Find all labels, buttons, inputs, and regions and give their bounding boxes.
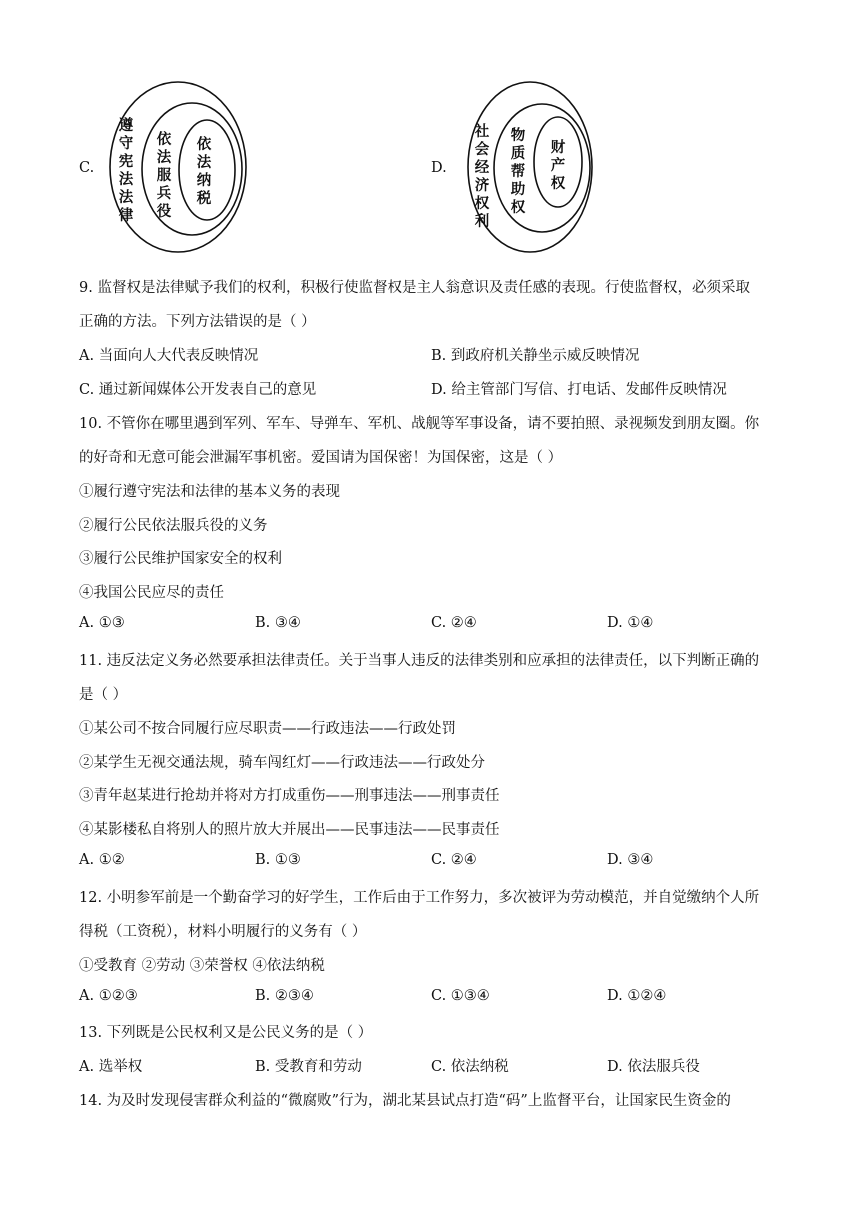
q13-options bbox=[79, 1055, 799, 1075]
q13-option-c[interactable]: C. 依法纳税 bbox=[431, 1059, 509, 1075]
q11-options bbox=[79, 852, 799, 872]
q10-option-a[interactable]: A. ①③ bbox=[79, 615, 125, 631]
q9-option-b[interactable]: B. 到政府机关静坐示威反映情况 bbox=[431, 348, 640, 364]
diagram-d-outer-text: 社会经济权利 bbox=[474, 124, 490, 230]
q10-option-b[interactable]: B. ③④ bbox=[255, 615, 301, 631]
q10-statement-4: ④我国公民应尽的责任 bbox=[79, 585, 224, 601]
q13-option-b[interactable]: B. 受教育和劳动 bbox=[255, 1059, 362, 1075]
q10-option-d[interactable]: D. ①④ bbox=[607, 615, 654, 631]
option-c-label: C. bbox=[79, 160, 95, 176]
diagram-d-middle-text: 物质帮助权 bbox=[510, 128, 526, 216]
q10-statement-2: ②履行公民依法服兵役的义务 bbox=[79, 518, 268, 534]
q13-stem-line1: 13. 下列既是公民权利又是公民义务的是（ ） bbox=[79, 1025, 373, 1041]
q10-option-c[interactable]: C. ②④ bbox=[431, 615, 477, 631]
q11-option-a[interactable]: A. ①② bbox=[79, 852, 125, 868]
q10-stem-line2: 的好奇和无意可能会泄漏军事机密。爱国请为国保密！为国保密，这是（ ） bbox=[79, 450, 563, 466]
q11-statement-4: ④某影楼私自将别人的照片放大并展出——民事违法——民事责任 bbox=[79, 822, 500, 838]
q10-stem-line1: 10. 不管你在哪里遇到军列、军车、导弹车、军机、战舰等军事设备，请不要拍照、录视频发到朋友圈。你 bbox=[79, 416, 760, 432]
q12-option-a[interactable]: A. ①②③ bbox=[79, 988, 138, 1004]
diagram-c bbox=[104, 74, 256, 260]
q11-option-d[interactable]: D. ③④ bbox=[607, 852, 654, 868]
q10-statement-3: ③履行公民维护国家安全的权利 bbox=[79, 551, 282, 567]
diagram-c-outer-text: 遵守宪法法律 bbox=[118, 118, 134, 224]
q12-option-c[interactable]: C. ①③④ bbox=[431, 988, 490, 1004]
q14-stem-line1: 14. 为及时发现侵害群众利益的“微腐败”行为，湖北某县试点打造“码”上监督平台，让国家民生资金的 bbox=[79, 1093, 731, 1109]
q9-option-a[interactable]: A. 当面向人大代表反映情况 bbox=[79, 348, 259, 364]
q11-stem-line2: 是（ ） bbox=[79, 687, 128, 703]
q11-option-b[interactable]: B. ①③ bbox=[255, 852, 301, 868]
q12-stem-line2: 得税（工资税），材料小明履行的义务有（ ） bbox=[79, 924, 367, 940]
q9-stem-line1: 9. 监督权是法律赋予我们的权利，积极行使监督权是主人翁意识及责任感的表现。行使监督权，必须采取 bbox=[79, 280, 750, 296]
diagram-c-middle-text: 依法服兵役 bbox=[156, 132, 172, 220]
diagram-d bbox=[462, 74, 604, 260]
q12-options bbox=[79, 988, 799, 1008]
q12-statements: ①受教育 ②劳动 ③荣誉权 ④依法纳税 bbox=[79, 958, 325, 974]
q9-option-d[interactable]: D. 给主管部门写信、打电话、发邮件反映情况 bbox=[431, 382, 727, 398]
q9-options-row2 bbox=[79, 378, 799, 398]
q13-option-d[interactable]: D. 依法服兵役 bbox=[607, 1059, 700, 1075]
q11-stem-line1: 11. 违反法定义务必然要承担法律责任。关于当事人违反的法律类别和应承担的法律责任，以下判断正确的 bbox=[79, 653, 760, 669]
option-d-label: D. bbox=[431, 160, 447, 176]
q13-option-a[interactable]: A. 选举权 bbox=[79, 1059, 143, 1075]
q12-stem-line1: 12. 小明参军前是一个勤奋学习的好学生，工作后由于工作努力，多次被评为劳动模范，并自觉缴纳个人所 bbox=[79, 890, 760, 906]
q9-options-row1 bbox=[79, 344, 799, 364]
q11-option-c[interactable]: C. ②④ bbox=[431, 852, 477, 868]
q11-statement-2: ②某学生无视交通法规，骑车闯红灯——行政违法——行政处分 bbox=[79, 755, 485, 771]
q12-option-b[interactable]: B. ②③④ bbox=[255, 988, 314, 1004]
diagram-d-middle-circle bbox=[494, 104, 590, 232]
q11-statement-3: ③青年赵某进行抢劫并将对方打成重伤——刑事违法——刑事责任 bbox=[79, 788, 500, 804]
q12-option-d[interactable]: D. ①②④ bbox=[607, 988, 667, 1004]
q9-stem-line2: 正确的方法。下列方法错误的是（ ） bbox=[79, 314, 316, 330]
q10-statement-1: ①履行遵守宪法和法律的基本义务的表现 bbox=[79, 484, 340, 500]
diagram-d-inner-text: 财产权 bbox=[550, 140, 566, 192]
q9-option-c[interactable]: C. 通过新闻媒体公开发表自己的意见 bbox=[79, 382, 317, 398]
q11-statement-1: ①某公司不按合同履行应尽职责——行政违法——行政处罚 bbox=[79, 721, 456, 737]
diagram-c-inner-text: 依法纳税 bbox=[196, 137, 212, 207]
q10-options bbox=[79, 615, 799, 635]
